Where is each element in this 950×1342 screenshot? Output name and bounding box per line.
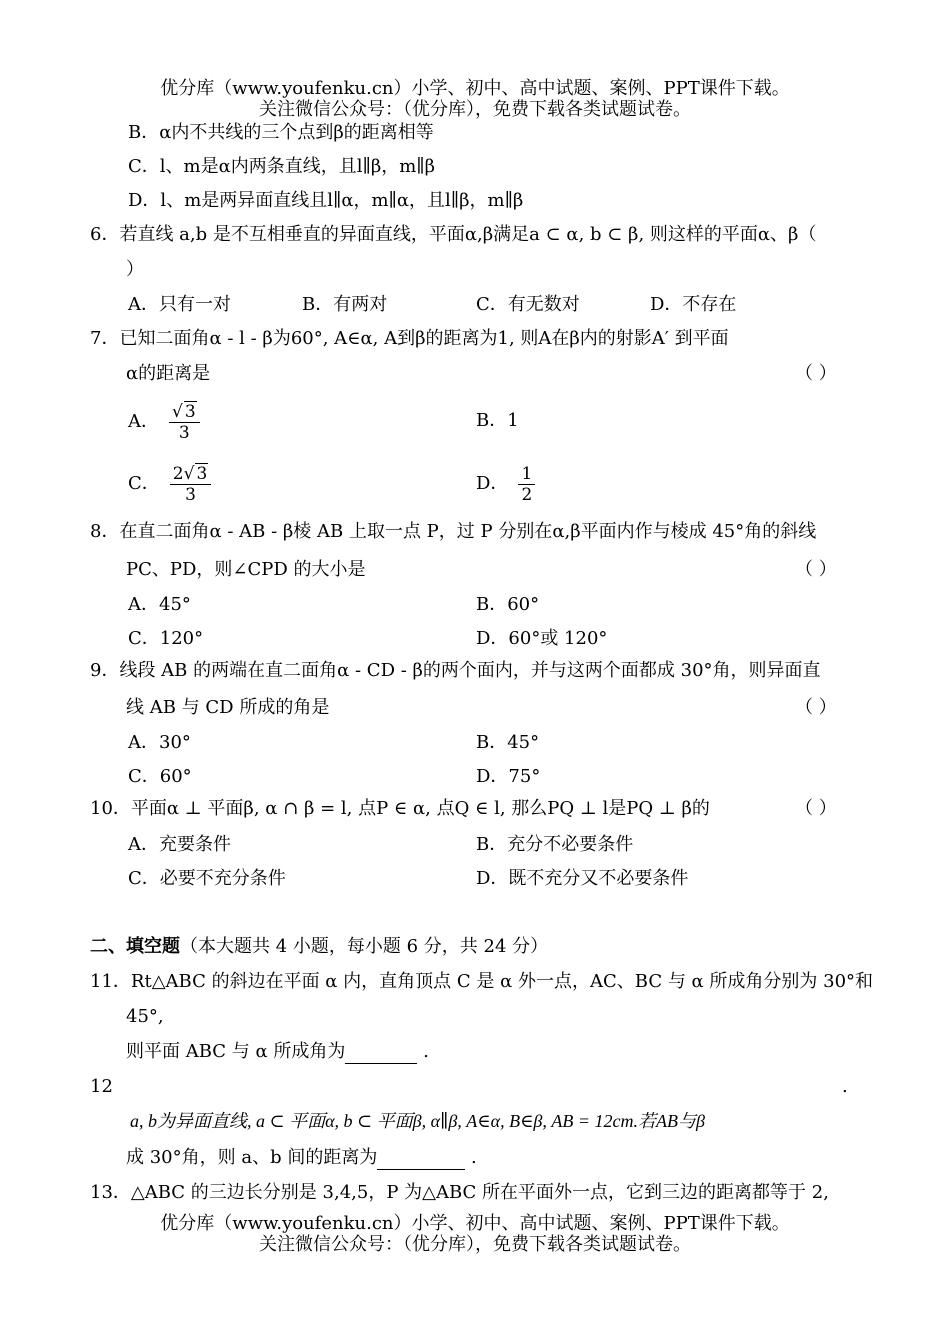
q7-option-c-denominator: 3 (185, 485, 196, 505)
q12-answer-blank[interactable] (377, 1147, 465, 1170)
q7-option-c-radicand: 3 (196, 464, 208, 484)
section-2-note: （本大题共 4 小题，每小题 6 分，共 24 分） (180, 936, 549, 957)
q10-answer-paren: （ ） (795, 798, 837, 819)
section-2-title: 二、填空题 (90, 936, 180, 957)
q6-option-b: B．有两对 (302, 294, 388, 315)
q11-end: . (417, 1041, 429, 1062)
q7-option-a-radicand: 3 (184, 402, 196, 422)
q7-option-d-denominator: 2 (521, 484, 533, 505)
q10-option-a: A．充要条件 (128, 834, 231, 855)
q5-option-b: B．α内不共线的三个点到β的距离相等 (128, 122, 434, 143)
q7-option-a (128, 398, 200, 446)
q10-option-d: D．既不充分又不必要条件 (476, 868, 689, 889)
q12-end: . (465, 1147, 477, 1168)
q7-option-c-label: C． (128, 473, 160, 494)
q7-option-d (476, 460, 535, 508)
footer-line-2: 关注微信公众号：（优分库），免费下载各类试题试卷。 (259, 1234, 691, 1255)
header-line-2: 关注微信公众号：（优分库），免费下载各类试题试卷。 (259, 99, 691, 120)
q11-line-3 (126, 1041, 429, 1064)
q7-stem: 7．已知二面角α - l - β为60°, A∈α, A到β的距离为1, 则A在β内的射影A′ 到平面 (90, 328, 729, 349)
q11-answer-blank[interactable] (345, 1041, 417, 1064)
q6-stem-cont: ） (126, 259, 144, 280)
q7-option-a-denominator: 3 (178, 423, 190, 443)
q9-stem: 9．线段 AB 的两端在直二面角α - CD - β的两个面内，并与这两个面都成 30°角，则异面直 (90, 660, 821, 681)
q7-option-b: B．1 (476, 410, 519, 431)
q7-option-a-fraction: $\frac{√ 3}{3}$ (169, 401, 200, 443)
q7-option-c-coefficient: 2 (172, 464, 184, 484)
q5-option-c: C．l、m是α内两条直线，且l∥β，m∥β (128, 156, 436, 177)
q6-stem: 6．若直线 a,b 是不互相垂直的异面直线，平面α,β满足a ⊂ α, b ⊂ β, 则这样的平面α、β（ (90, 224, 817, 245)
q8-option-c: C．120° (128, 628, 204, 649)
q9-option-d: D．75° (476, 766, 541, 787)
q8-option-a: A．45° (128, 594, 191, 615)
header-line-1: 优分库（www.youfenku.cn）小学、初中、高中试题、案例、PPT课件下载。 (160, 78, 790, 99)
q6-option-d: D．不存在 (650, 294, 737, 315)
footer-line-1: 优分库（www.youfenku.cn）小学、初中、高中试题、案例、PPT课件下载。 (160, 1213, 790, 1234)
q8-stem-cont: PC、PD，则∠CPD 的大小是 (126, 559, 366, 580)
q7-option-a-label: A． (128, 411, 159, 432)
q7-option-c (128, 460, 211, 508)
q9-option-a: A．30° (128, 732, 191, 753)
q9-answer-paren: （ ） (795, 697, 837, 718)
q7-option-d-fraction (518, 464, 535, 505)
q8-option-d: D．60°或 120° (476, 628, 608, 649)
q7-stem-cont: α的距离是 (126, 363, 211, 384)
q12-line-3 (126, 1147, 477, 1170)
q8-stem: 8．在直二面角α - AB - β棱 AB 上取一点 P，过 P 分别在α,β平面内作与棱成 45°角的斜线 (90, 521, 817, 542)
q7-answer-paren: （ ） (795, 363, 837, 384)
q8-option-b: B．60° (476, 594, 540, 615)
q13-line-1: 13．△ABC 的三边长分别是 3,4,5，P 为△ABC 所在平面外一点，它到三边的距离都等于 2, (90, 1182, 829, 1203)
q6-option-c: C．有无数对 (476, 294, 580, 315)
q9-stem-cont: 线 AB 与 CD 所成的角是 (126, 697, 330, 718)
q11-prompt: 则平面 ABC 与 α 所成角为 (126, 1041, 346, 1062)
q8-answer-paren: （ ） (795, 559, 837, 580)
q12-prompt: 成 30°角，则 a、b 间的距离为 (126, 1147, 378, 1168)
q10-option-c: C．必要不充分条件 (128, 868, 286, 889)
q10-option-b: B．充分不必要条件 (476, 834, 634, 855)
q5-option-d: D．l、m是两异面直线且l∥α，m∥α，且l∥β，m∥β (128, 190, 524, 211)
q12-number: 12 (90, 1076, 113, 1097)
q11-line-2: 45°, (126, 1006, 164, 1027)
q7-option-d-numerator: 1 (518, 464, 535, 485)
q10-stem: 10．平面α ⊥ 平面β, α ∩ β = l, 点P ∈ α, 点Q ∈ l, 那么PQ ⊥ l是PQ ⊥ β的 (90, 798, 710, 819)
q7-option-c-fraction: $\frac{2√ 3}{3}$ (170, 463, 212, 505)
q12-formula: a, b为异面直线, a ⊂ 平面α, b ⊂ 平面β, α∥β, A∈α, B∈β, AB = 12cm.若AB与β (130, 1111, 705, 1131)
q12-dot: . (842, 1076, 848, 1097)
section-2-heading (90, 936, 548, 958)
q9-option-b: B．45° (476, 732, 540, 753)
q9-option-c: C．60° (128, 766, 192, 787)
q11-line-1: 11．Rt△ABC 的斜边在平面 α 内，直角顶点 C 是 α 外一点，AC、BC 与 α 所成角分别为 30°和 (90, 971, 874, 992)
q6-option-a: A．只有一对 (128, 294, 231, 315)
q7-option-d-label: D． (476, 473, 509, 494)
